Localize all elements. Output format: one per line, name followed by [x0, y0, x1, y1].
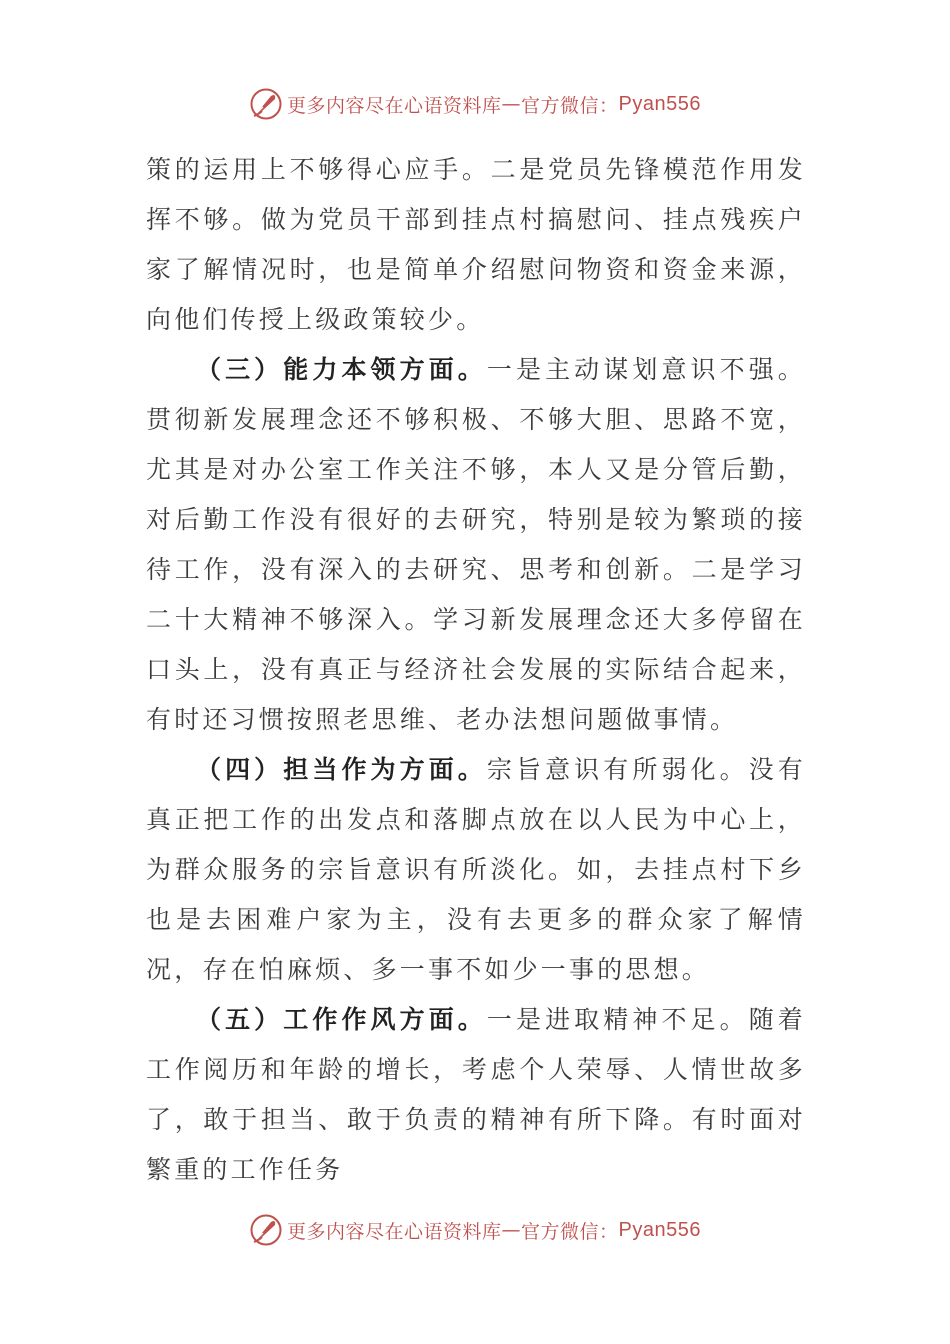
quill-pen-icon — [249, 1213, 283, 1247]
banner-wechat-label: 官方微信： — [521, 94, 619, 117]
paragraph-text: 一是主动谋划意识不强。贯彻新发展理念还不够积极、不够大胆、思路不宽，尤其是对办公室工作关注不够，本人又是分管后勤，对后勤工作没有很好的去研究，特别是较为繁琐的接待工作，没有深入的去研究、思考和创新。二是学习二十大精神不够深入。学习新发展理念还大多停留在口头上，没有真正与经济社会发展的实际结合起来，有时还习惯按照老思维、老办法想问题做事情。 — [146, 355, 806, 734]
banner-wechat-id: Pyan556 — [618, 92, 701, 115]
banner-brand-text: 更多内容尽在心语资料库 — [287, 94, 502, 117]
banner-wechat-id: Pyan556 — [618, 1218, 701, 1241]
paragraph-text: 宗旨意识有所弱化。没有真正把工作的出发点和落脚点放在以人民为中心上，为群众服务的宗旨意识有所淡化。如，去挂点村下乡也是去困难户家为主，没有去更多的群众家了解情况，存在怕麻烦、多一事不如少一事的思想。 — [146, 755, 806, 984]
section-heading-work-style: （五）工作作风方面。 — [196, 1005, 487, 1034]
paragraph-ability — [146, 345, 806, 745]
banner-brand-text: 更多内容尽在心语资料库 — [287, 1220, 502, 1243]
footer-banner — [0, 1208, 950, 1252]
paragraph-responsibility — [146, 745, 806, 995]
paragraph-continuation — [146, 145, 806, 345]
banner-dash: — — [501, 1219, 522, 1241]
paragraph-text: 策的运用上不够得心应手。二是党员先锋模范作用发挥不够。做为党员干部到挂点村搞慰问、挂点残疾户家了解情况时，也是简单介绍慰问物资和资金来源，向他们传授上级政策较少。 — [146, 155, 806, 334]
document-body — [146, 145, 806, 1195]
header-banner — [0, 82, 950, 126]
paragraph-text: 一是进取精神不足。随着工作阅历和年龄的增长，考虑个人荣辱、人情世故多了，敢于担当、敢于负责的精神有所下降。有时面对繁重的工作任务 — [146, 1005, 806, 1184]
banner-dash: — — [501, 93, 522, 115]
section-heading-responsibility: （四）担当作为方面。 — [196, 755, 487, 784]
section-heading-ability: （三）能力本领方面。 — [196, 355, 487, 384]
paragraph-work-style — [146, 995, 806, 1195]
quill-pen-icon — [249, 87, 283, 121]
banner-wechat-label: 官方微信： — [521, 1220, 619, 1243]
